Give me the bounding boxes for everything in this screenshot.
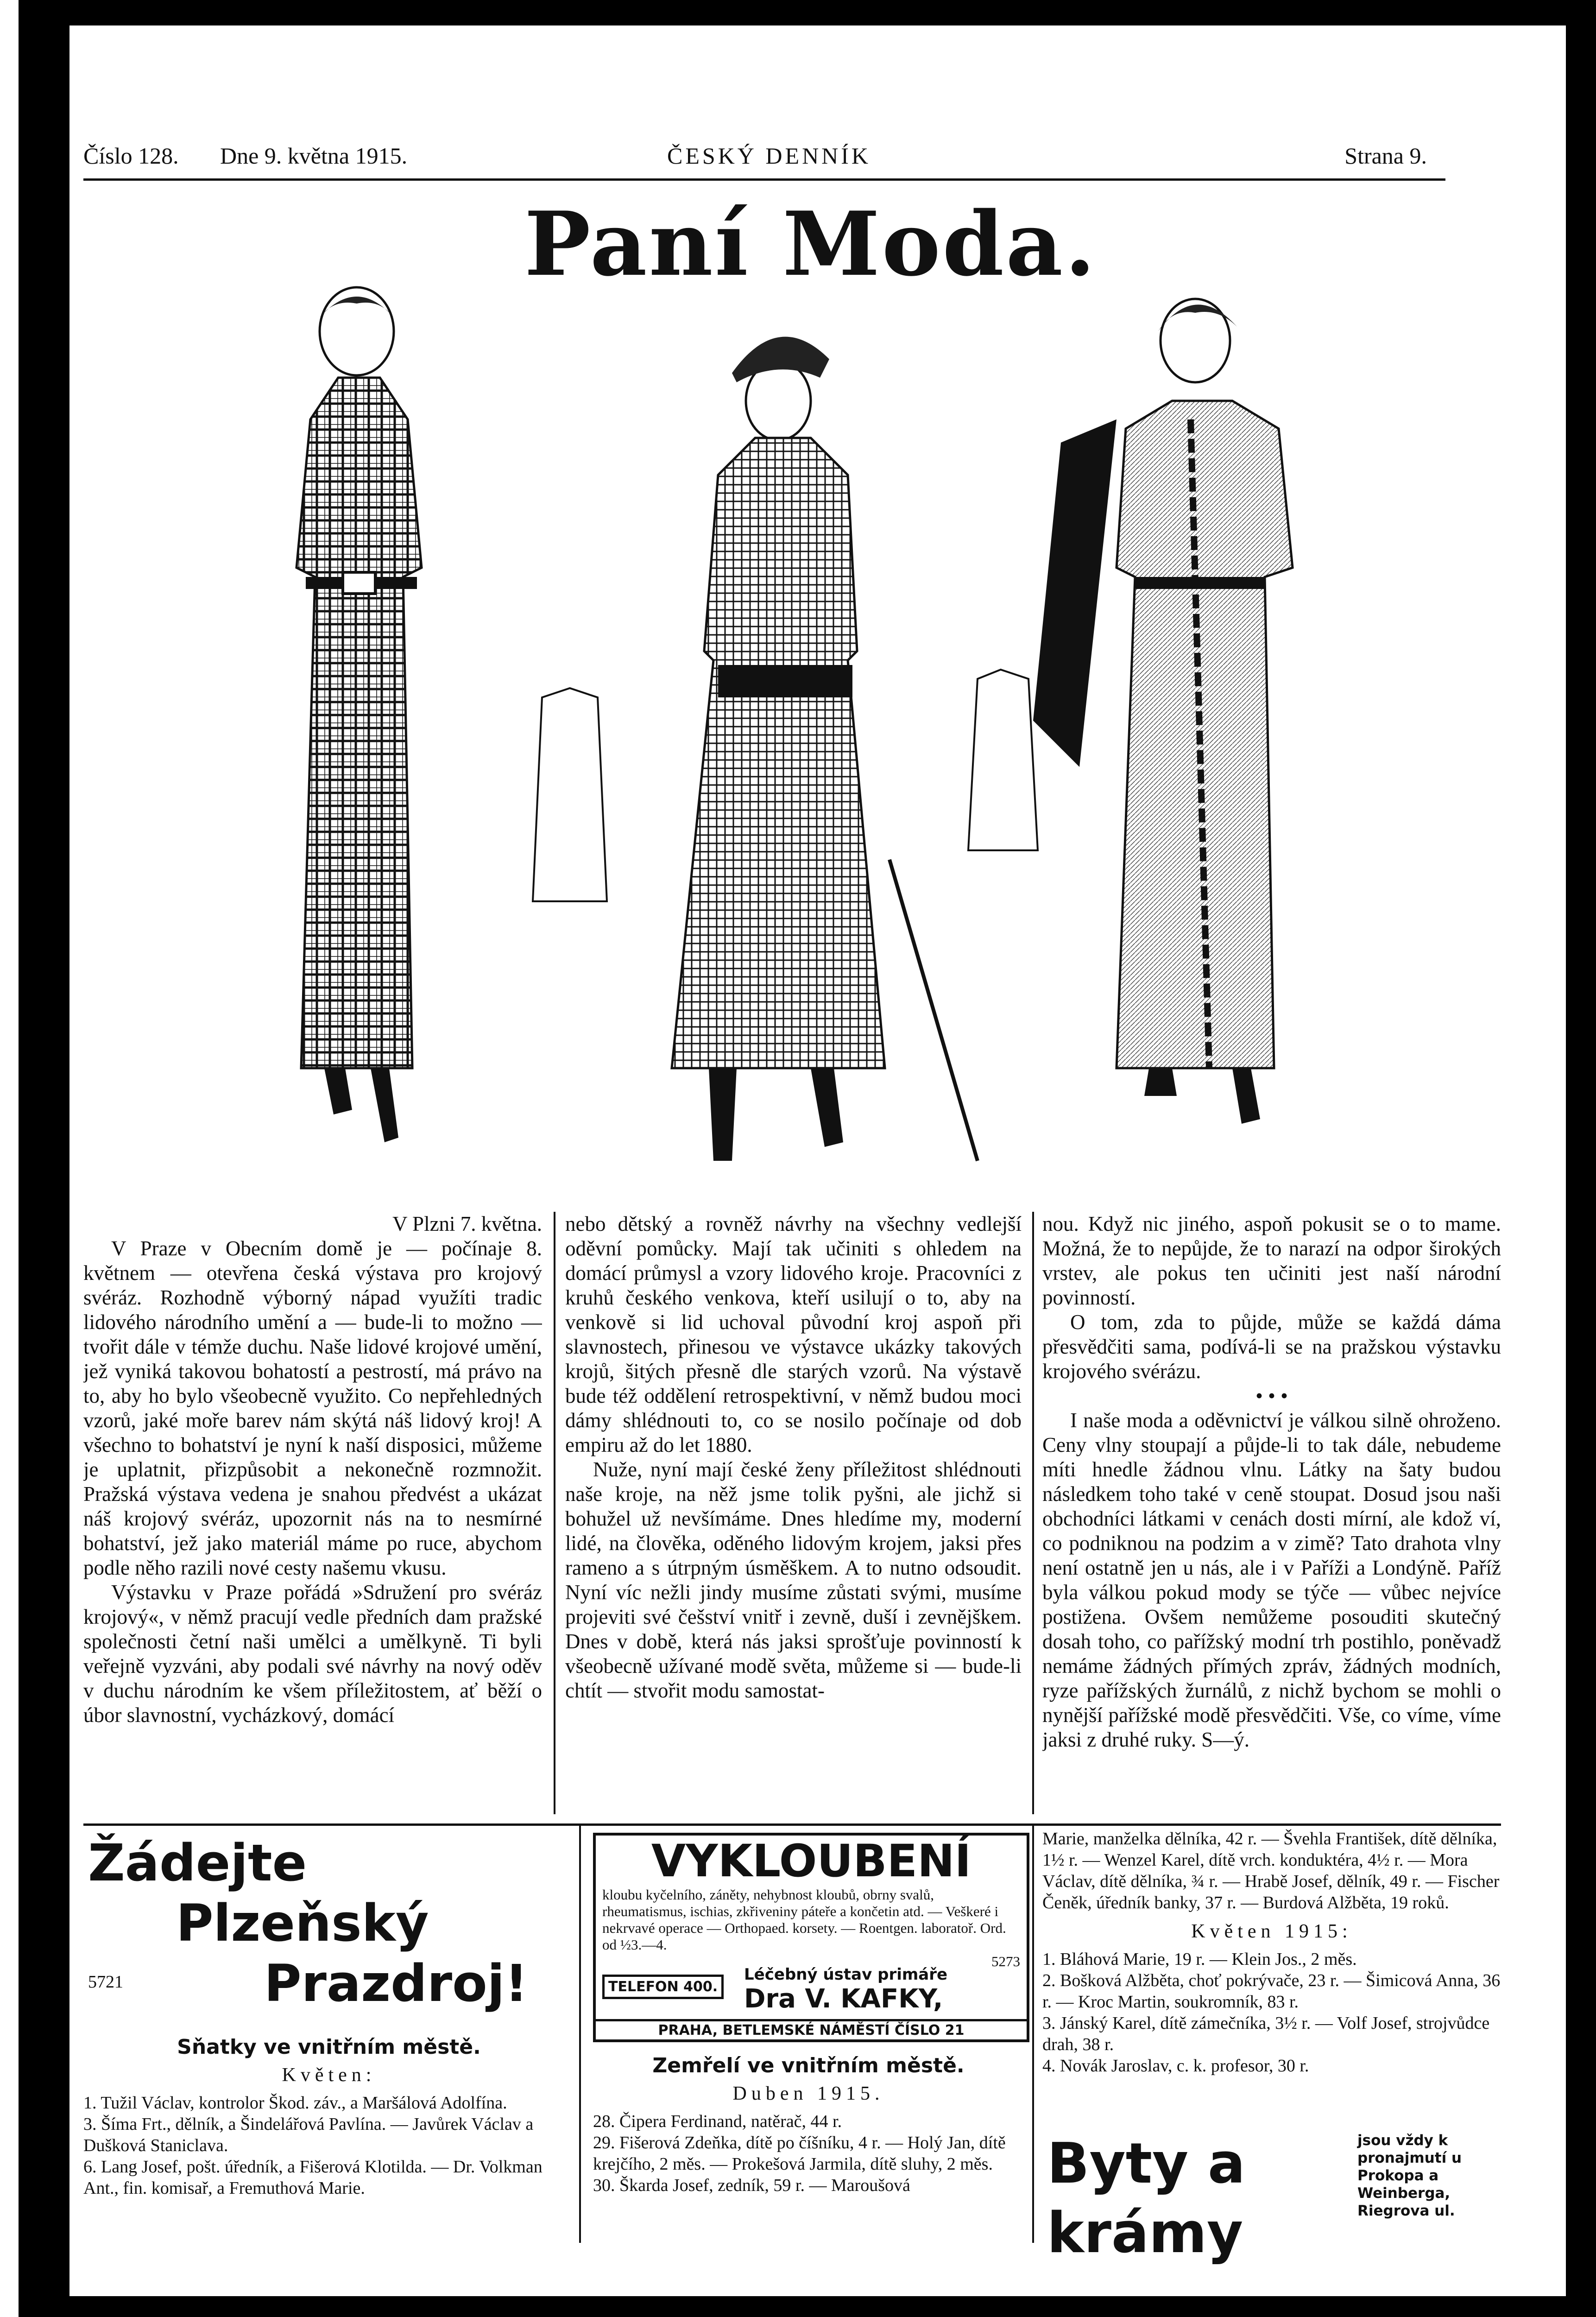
article-column-2 (565, 1212, 1022, 1819)
marriages-month: Květen: (282, 2064, 376, 2086)
ad-clinic-body: kloubu kyčelního, záněty, nehybnost kloubů, obrny svalů, rheumatismus, ischias, zkřiveniny páteře a končetin atd. — Veškeré i nekrvavé operace — Orthopaed. korsety. — Roentgen. laboratoř. Ord. od ½3.—4. (602, 1887, 1006, 1953)
column-rule (1032, 1826, 1034, 2243)
ad-clinic-headline: VYKLOUBENÍ (651, 1835, 971, 1887)
article-column-1 (83, 1212, 542, 1819)
figure-back-view-small-2 (968, 670, 1038, 850)
article-paragraph: nou. Když nic jiného, aspoň pokusit se o to mame. Možná, že to nepůjde, že to narazí na odpor širokých vrstev, ale pokus ten učiniti jest naší národní povinností. (1042, 1212, 1501, 1309)
article-paragraph: Výstavku v Praze pořádá »Sdružení pro svéráz krojový«, v němž pracují vedle předních dam pražské společnosti četní naši umělci a umělkyně. Ti byli veřejně vyzváni, aby podali své návrhy na nový oděv v duchu národním ke všem příležitostem, ať běží o úbor slavnostní, vycházkový, domácí (83, 1581, 542, 1727)
marriages-heading: Sňatky ve vnitřním městě. (177, 2035, 481, 2059)
dateline: V Plzni 7. května. (392, 1212, 542, 1235)
fashion-illustration (246, 280, 1441, 1189)
figure-plaid-dress (296, 287, 422, 1142)
article-paragraph: nebo dětský a rovněž návrhy na všechny vedlejší oděvní pomůcky. Mají tak učiniti s ohledem na domácí průmysl a vzory lidového kroje. Pracovníci z kruhů českého venkova, kteří usilují o to, aby na venkově si lid uchoval původní kroj aspoň při slavnostech, přinesou ve výstavce ukázky takových krojů, šitých přesně dle starých vzorů. Na výstavě bude též oddělení retrospektivní, v němž budou moci dámy shlédnouti to, co se nosilo počínaje od dob empiru až do let 1880. (565, 1212, 1022, 1456)
column-rule (1032, 1212, 1034, 1814)
death-entry: 28. Čipera Ferdinand, natěrač, 44 r. (593, 2112, 842, 2131)
death-entry: 29. Fišerová Zdeňka, dítě po číšníku, 4 r. — Holý Jan, dítě krejčího, 2 měs. — Prokešová Jarmila, dítě sluhy, 2 měs. (593, 2133, 1006, 2174)
ad-clinic-address: PRAHA, BETLEMSKÉ NÁMĚSTÍ ČÍSLO 21 (596, 2019, 1027, 2039)
deaths-continuation (1042, 1828, 1501, 2076)
ad-clinic-doctor: Dra V. KAFKY, (744, 1984, 943, 2014)
ad-clinic-code: 5273 (991, 1953, 1020, 1969)
page-header (83, 137, 1445, 181)
article-column-3 (1042, 1212, 1501, 1819)
ad-clinic-phone: TELEFON 400. (602, 1975, 724, 1999)
death-entry: 1. Bláhová Marie, 19 r. — Klein Jos., 2 měs. (1042, 1950, 1357, 1969)
newspaper-page (69, 25, 1566, 2296)
column-rule (554, 1212, 555, 1814)
death-entry: 30. Škarda Josef, zedník, 59 r. — Maroušová (593, 2176, 910, 2195)
article-paragraph: Nuže, nyní mají české ženy příležitost shlédnouti naše kroje, na něž jsme tolik pyšni, ale jichž si bohužel už nevšímáme. Dnes hledíme my, moderní lidé, na člověka, oděného lidovým krojem, jaksi přes rameno a s útrpným úsměškem. A to nutno odsoudit. Nyní víc nežli jindy musíme zůstati svými, musíme projeviti své češství vnitř i zevně, duší i zevnějškem. Dnes v době, která nás jaksi sprošťuje povinností k všeobecně užívané modě světa, můžeme si — bude-li chtít — stvořit modu samostat- (565, 1458, 1022, 1702)
article-paragraph: I naše moda a oděvnictví je válkou silně ohroženo. Ceny vlny stoupají a půjde-li to tak dále, nebudeme míti hnedle žádnou vlnu. Látky na šaty budou následkem toho také v ceně stoupat. Dosud jsou naši obchodníci látkami v cenách dosti mírní, ale kdož ví, co podniknou na podzim a v zimě? Tato drahota vlny není ostatně jen u nás, ale i v Paříži a Londýně. Paříž byla válkou pokud mody se týče — vůbec nejvíce postižena. Ovšem nemůžeme posouditi skutečný dosah toho, co pařížský modní trh postihlo, poněvadž nemáme žádných přímých zpráv, žádných modních, ryze pařížských žurnálů, z nichž bychom se mohli o nynější pařížské modě přesvědčiti. Vše, co víme, víme jaksi z druhé ruky. S—ý. (1042, 1409, 1501, 1751)
section-rule (83, 1823, 1501, 1826)
marriage-entry: 6. Lang Josef, pošt. úředník, a Fišerová Klotilda. — Dr. Volkman Ant., fin. komisař, a Fremuthová Marie. (83, 2157, 543, 2198)
newspaper-name: ČESKÝ DENNÍK (667, 143, 871, 169)
ad-beer-line2: Plzeňský (176, 1893, 429, 1953)
section-separator: • • • (1255, 1384, 1288, 1407)
marriages-section (83, 2037, 574, 2199)
article-title: Paní Moda. (524, 192, 1098, 296)
issue-number: Číslo 128. (83, 143, 179, 169)
marriage-entry: 1. Tužil Václav, kontrolor Škod. záv., a Maršálová Adolfína. (83, 2093, 507, 2113)
ad-clinic-name: Léčebný ústav primáře (744, 1965, 948, 1984)
page-number: Strana 9. (1344, 143, 1427, 169)
deaths-heading: Zemřelí ve vnitřním městě. (652, 2054, 965, 2077)
issue-date: Dne 9. května 1915. (220, 143, 408, 169)
marriage-entry: 3. Šíma Frt., dělník, a Šindelářová Pavlína. — Javůrek Václav a Dušková Staniclava. (83, 2114, 534, 2155)
deaths-month-2: Květen 1915: (1191, 1921, 1352, 1942)
ad-rooms-text: jsou vždy k pronajmutí u Prokopa a Weinberga, Riegrova ul. (1357, 2132, 1462, 2219)
death-entry: 2. Bošková Alžběta, choť pokrývače, 23 r. — Šimicová Anna, 36 r. — Kroc Martin, soukromník, 83 r. (1042, 1971, 1501, 2012)
ad-beer-code: 5721 (88, 1972, 123, 1992)
death-entry: 4. Novák Jaroslav, c. k. profesor, 30 r. (1042, 2056, 1309, 2076)
deaths-section (593, 2055, 1024, 2196)
figure-plain-dress-with-cape (1033, 299, 1293, 1124)
article-paragraph: V Praze v Obecním domě je — počínaje 8. květnem — otevřena česká výstava pro krojový svéráz. Rozhodně výborný nápad využíti tradic lidového národního umění a — bude-li to možno — tvořit dále v témže duchu. Naše lidové krojové umění, jež vyniká takovou bohatostí a pestrostí, má právo na to, aby ho bylo všeobecně využito. Co nepřehledných vzorů, jaké moře barev nám skýtá náš lidový kroj! A všechno to bohatství je nyní k naší disposici, můžeme je uplatnit, přizpůsobit a nekonečně rozmnožit. Pražská výstava vedena je snahou předvést a ukázat náš krojový svéráz, upozornit nás na to nesmírné bohatství, jež jako materiál máme po ruce, abychom podle něho razili nové cesty našemu vkusu. (83, 1237, 542, 1579)
column-rule (579, 1826, 581, 2243)
deaths-month: Duben 1915. (732, 2083, 884, 2104)
ad-beer-line1: Žádejte (88, 1833, 307, 1893)
ad-beer-line3: Prazdroj! (264, 1954, 528, 2013)
left-margin-strip (0, 0, 19, 2317)
death-entry: 3. Jánský Karel, dítě zámečníka, 3½ r. — Volf Josef, strojvůdce drah, 38 r. (1042, 2013, 1490, 2054)
ad-clinic (593, 1833, 1029, 2042)
article-paragraph: O tom, zda to půjde, může se každá dáma přesvědčiti sama, podívá-li se na pražskou výstavku krojového svérázu. (1042, 1310, 1501, 1383)
ad-rooms-headline: Byty a krámy (1047, 2132, 1246, 2266)
death-entry: Marie, manželka dělníka, 42 r. — Švehla František, dítě dělníka, 1½ r. — Wenzel Karel, dítě vrch. konduktéra, 4½ r. — Mora Václav, dítě dělníka, ¾ r. — Hrabě Josef, dělník, 49 r. — Fischer Čeněk, úředník banky, 37 r. — Burdová Alžběta, 19 roků. (1042, 1829, 1500, 1912)
figure-back-view-small-1 (533, 688, 607, 901)
figure-checked-dress (672, 337, 978, 1161)
